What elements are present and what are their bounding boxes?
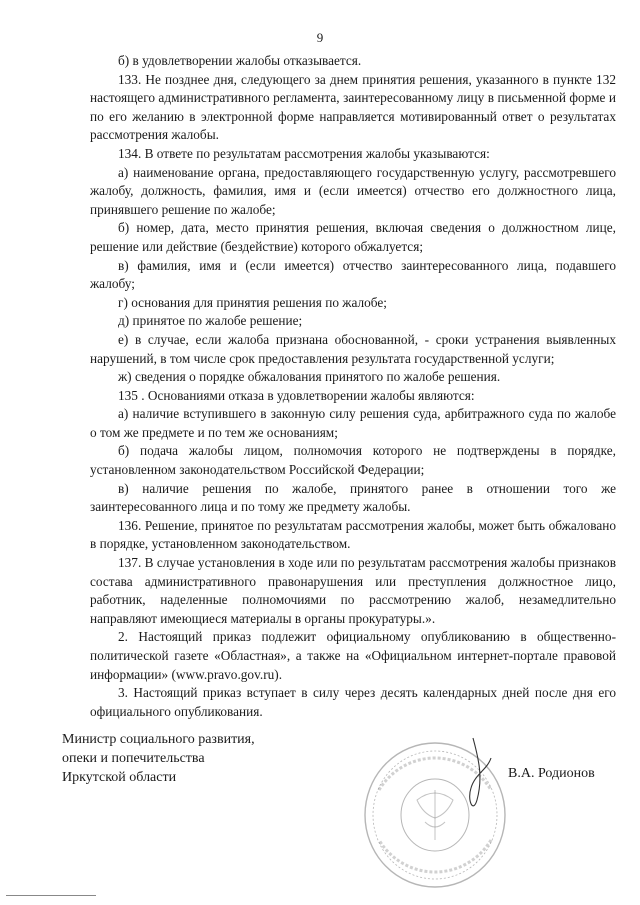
paragraph: г) основания для принятия решения по жалобе; — [118, 294, 387, 310]
seal-emblem — [417, 790, 453, 840]
paragraph: б) номер, дата, место принятия решения, включая сведения о должностном лице, решение или действие (бездействие) которого обжалуется; — [90, 220, 616, 254]
page-number: 9 — [316, 30, 324, 45]
paragraph: а) наличие вступившего в законную силу решения суда, арбитражного суда по жалобе о том же предмете и по тем же основаниям; — [90, 406, 616, 440]
paragraph: 2. Настоящий приказ подлежит официальному опубликованию в общественно-политической газете «Областная», а также на «Официальном интернет-портале правовой информации» (www.pravo.gov.ru). — [90, 629, 616, 682]
paragraph: 136. Решение, принятое по результатам рассмотрения жалобы, может быть обжаловано в порядке, установленном законодательством. — [90, 517, 616, 552]
paragraph: а) наименование органа, предоставляющего государственную услугу, рассмотревшего жалобу, должность, фамилия, имя и (если имеется) отчество его должностного лица, принявшего решение по жалобе; — [90, 164, 616, 217]
footer-rule — [6, 895, 96, 896]
paragraph: 134. В ответе по результатам рассмотрения жалобы указываются: — [118, 145, 490, 161]
signer-name: В.А. Родионов — [508, 766, 595, 781]
paragraph: 133. Не позднее дня, следующего за днем принятия решения, указанного в пункте 132 настоящего административного регламента, заинтересованному лицу в письменной форме и по его желанию в электронной форме направляется мотивированный ответ о результатах рассмотрения жалобы. — [90, 71, 616, 143]
paragraph: б) в удовлетворении жалобы отказывается. — [118, 53, 362, 68]
signature-block — [62, 730, 255, 787]
paragraph: 3. Настоящий приказ вступает в силу через десять календарных дней после дня его официального опубликования. — [90, 685, 616, 719]
signer-title-line: Министр социального развития, — [62, 732, 255, 747]
paragraph: б) подача жалобы лицом, полномочия которого не подтверждены в порядке, установленном законодательством Российской Федерации; — [90, 443, 616, 478]
signer-title-line: опеки и попечительства — [62, 751, 205, 766]
paragraph: в) фамилия, имя и (если имеется) отчество заинтересованного лица, подавшего жалобу; — [90, 257, 616, 292]
paragraph: в) наличие решения по жалобе, принятого ранее в отношении того же заинтересованного лица и по тому же предмету жалобы. — [90, 480, 616, 515]
document-body — [90, 52, 616, 721]
paragraph: ж) сведения о порядке обжалования принятого по жалобе решения. — [118, 369, 501, 385]
paragraph: е) в случае, если жалоба признана обоснованной, - сроки устранения выявленных нарушений, в том числе срок предоставления результата государственной услуги; — [90, 331, 616, 366]
paragraph: д) принятое по жалобе решение; — [118, 313, 303, 329]
official-seal-stamp — [355, 730, 515, 895]
handwritten-signature — [470, 738, 491, 806]
paragraph: 135 . Основаниями отказа в удовлетворении жалобы являются: — [118, 387, 475, 403]
paragraph: 137. В случае установления в ходе или по результатам рассмотрения жалобы признаков состава административного правонарушения или преступления должностное лицо, работник, наделенные полномочиями по рассмотрению жалоб, незамедлительно направляют имеющиеся материалы в органы прокуратуры.». — [90, 555, 616, 626]
signer-title-line: Иркутской области — [62, 770, 177, 785]
